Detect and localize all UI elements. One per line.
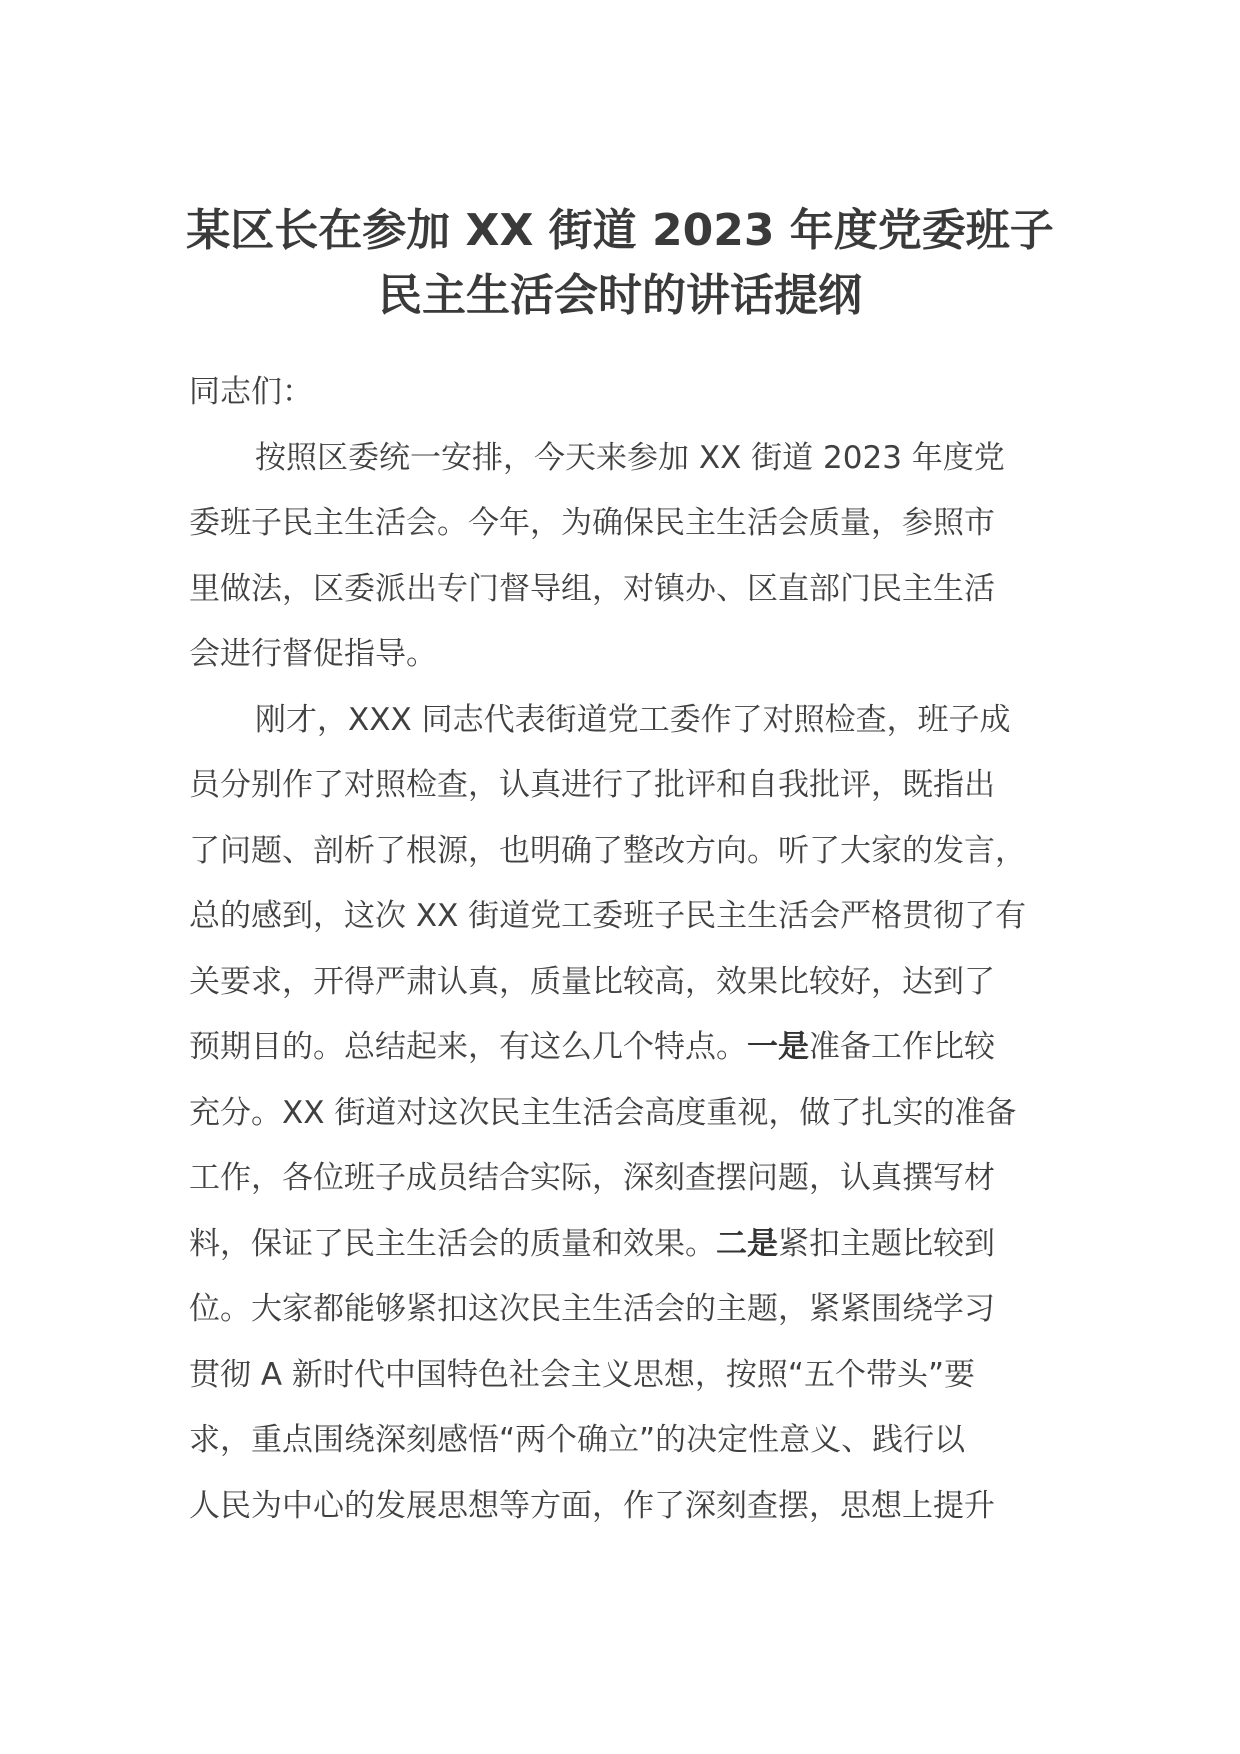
paragraph-2-line: 位。大家都能够紧扣这次民主生活会的主题，紧紧围绕学习 [189, 1291, 995, 1327]
paragraph-2-line: 员分别作了对照检查，认真进行了批评和自我批评，既指出 [189, 767, 995, 803]
line-text: 预期目的。总结起来，有这么几个特点。 [189, 1029, 747, 1065]
salutation [189, 360, 1057, 426]
salutation-text: 同志们： [189, 374, 313, 410]
line-text: 准备工作比较 [809, 1029, 995, 1065]
document-body [189, 360, 1057, 1539]
paragraph-2-line: 刚才，XXX 同志代表街道党工委作了对照检查，班子成 [255, 701, 1011, 738]
paragraph-2-line [189, 1015, 1057, 1081]
title-line-2: 民主生活会时的讲话提纲 [378, 270, 862, 321]
paragraph-2 [189, 688, 1057, 1540]
paragraph-2-line: 贯彻 A 新时代中国特色社会主义思想，按照“五个带头”要 [189, 1356, 976, 1393]
paragraph-1-line: 委班子民主生活会。今年，为确保民主生活会质量，参照市 [189, 505, 995, 541]
paragraph-2-line [189, 1212, 1057, 1278]
document-title [160, 198, 1080, 328]
paragraph-2-line: 人民为中心的发展思想等方面，作了深刻查摆，思想上提升 [189, 1487, 995, 1524]
paragraph-1-line: 里做法，区委派出专门督导组，对镇办、区直部门民主生活 [189, 570, 995, 607]
point-marker-one: 一是 [747, 1029, 809, 1065]
paragraph-2-line: 充分。XX 街道对这次民主生活会高度重视，做了扎实的准备 [189, 1094, 1017, 1131]
paragraph-1-line: 按照区委统一安排，今天来参加 XX 街道 2023 年度党 [255, 439, 1005, 476]
paragraph-2-line: 求，重点围绕深刻感悟“两个确立”的决定性意义、践行以 [189, 1422, 966, 1458]
paragraph-2-line: 关要求，开得严肃认真，质量比较高，效果比较好，达到了 [189, 963, 995, 1000]
title-line-1: 某区长在参加 XX 街道 2023 年度党委班子 [186, 205, 1054, 256]
point-marker-two: 二是 [716, 1225, 778, 1262]
line-text: 料，保证了民主生活会的质量和效果。 [189, 1225, 716, 1262]
paragraph-2-line: 总的感到，这次 XX 街道党工委班子民主生活会严格贯彻了有 [189, 898, 1027, 934]
paragraph-1 [189, 426, 1057, 688]
paragraph-1-line: 会进行督促指导。 [189, 636, 437, 672]
paragraph-2-line: 工作，各位班子成员结合实际，深刻查摆问题，认真撰写材 [189, 1160, 995, 1196]
paragraph-2-line: 了问题、剖析了根源，也明确了整改方向。听了大家的发言， [189, 832, 1026, 869]
line-text: 紧扣主题比较到 [778, 1225, 995, 1262]
